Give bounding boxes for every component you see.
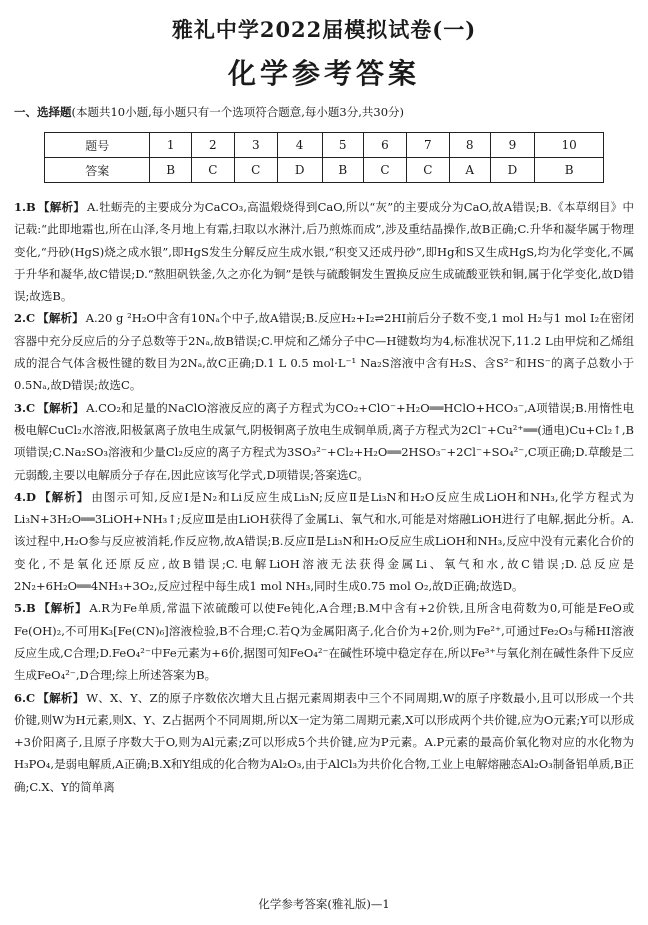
table-cell: 6: [363, 133, 406, 158]
table-row-numbers: [45, 133, 604, 158]
table-cell: C: [363, 158, 406, 183]
page-footer: 化学参考答案(雅礼版)—1: [258, 897, 390, 911]
table-cell: 5: [322, 133, 363, 158]
question-number: 5.B: [14, 601, 36, 616]
table-cell: 2: [191, 133, 234, 158]
answer-table: [44, 132, 604, 183]
table-row-answers: [45, 158, 604, 183]
table-cell: B: [322, 158, 363, 183]
table-cell: 9: [490, 133, 535, 158]
school-title: 雅礼中学2022届模拟试卷(一): [171, 17, 477, 42]
question-number: 6.C: [14, 690, 36, 705]
question-text: 由图示可知,反应Ⅰ是N₂和Li反应生成Li₃N;反应Ⅱ是Li₃N和H₂O反应生成LiOH和NH₃,化学方程式为Li₃N+3H₂O══3LiOH+NH₃↑;反应Ⅲ是由LiOH获得了金属Li、氧气和水,可能是对熔融LiOH进行了电解,据此分析。A.该过程中,H₂O参与反应被消耗,作反应物,故A错误;B.反应Ⅱ是Li₃N和H₂O反应生成LiOH和NH₃,反应中没有元素化合价的变化,不是氧化还原反应,故B错误;C.电解LiOH溶液无法获得金属Li、氧气和水,故C错误;D.总反应是2N₂+6H₂O══4NH₃+3O₂,反应过程中每生成1 mol NH₃,同时生成0.75 mol O₂,故D正确;故选D。: [14, 489, 634, 594]
analysis-tag: 【解析】: [37, 200, 85, 214]
table-cell: 1: [150, 133, 191, 158]
question-number: 4.D: [14, 489, 36, 504]
table-cell: B: [150, 158, 191, 183]
question-text: A.牡蛎壳的主要成分为CaCO₃,高温煅烧得到CaO,所以“灰”的主要成分为CaO,故A错误;B.《本草纲目》中记载:“此即地霜也,所在山泽,冬月地上有霜,扫取以水淋汁,后乃煎炼而成”,涉及重结晶操作,故B正确;C.升华和凝华属于物理变化,“丹砂(HgS)烧之成水银”,即HgS发生分解反应生成水银,“积变又还成丹砂”,即Hg和S又生成HgS,均为化学变化,不属于升华和凝华,故C错误;D.“熬胆矾铁釜,久之亦化为铜”是铁与硫酸铜发生置换反应生成硫酸亚铁和铜,属于化学变化,故D错误;故选B。: [14, 200, 635, 304]
table-cell: 4: [277, 133, 322, 158]
question-number: 1.B: [14, 200, 36, 214]
row-label: 题号: [45, 133, 150, 158]
row-label: 答案: [45, 158, 150, 183]
table-cell: 3: [234, 133, 277, 158]
table-cell: C: [406, 158, 449, 183]
analysis-tag: 【解析】: [37, 690, 85, 705]
table-cell: D: [490, 158, 535, 183]
section-heading: [14, 104, 404, 120]
question-text: A.R为Fe单质,常温下浓硫酸可以使Fe钝化,A合理;B.M中含有+2价铁,且所含电荷数为0,可能是FeO或Fe(OH)₂,不可用K₃[Fe(CN)₆]溶液检验,B不合理;C.若Q为金属阳离子,化合价为+2价,则为Fe²⁺,可通过Fe₂O₃与稀HI溶液反应生成,C合理;D.FeO₄²⁻中Fe元素为+6价,据图可知FeO₄²⁻在碱性环境中稳定存在,所以Fe³⁺与氧化剂在碱性条件下反应生成FeO₄²⁻,D合理;综上所述答案为B。: [14, 601, 635, 683]
analysis-tag: 【解析】: [37, 400, 85, 415]
analysis-tag: 【解析】: [37, 489, 90, 504]
table-cell: B: [535, 158, 604, 183]
question-6: [14, 687, 634, 798]
table-cell: 7: [406, 133, 449, 158]
solutions-body: [14, 196, 634, 798]
section-note: (本题共10小题,每小题只有一个选项符合题意,每小题3分,共30分): [71, 105, 405, 119]
table-cell: C: [234, 158, 277, 183]
page-title: 化学参考答案: [227, 57, 420, 90]
table-cell: 10: [535, 133, 604, 158]
question-number: 3.C: [14, 400, 36, 415]
question-4: [14, 486, 634, 597]
table-cell: C: [191, 158, 234, 183]
question-number: 2.C: [14, 311, 36, 326]
question-text: A.20 g ²H₂O中含有10Nₐ个中子,故A错误;B.反应H₂+I₂⇌2HI前后分子数不变,1 mol H₂与1 mol I₂在密闭容器中充分反应后的分子总数等于2Nₐ,故B错误;C.甲烷和乙烯分子中C—H键数均为4,标准状况下,11.2 L由甲烷和乙烯组成的混合气体含极性键的数目为2Nₐ,故C正确;D.1 L 0.5 mol·L⁻¹ Na₂S溶液中含有H₂S、含S²⁻和HS⁻的离子总数小于0.5Nₐ,故D错误;故选C。: [14, 311, 635, 393]
table-cell: A: [449, 158, 490, 183]
table-cell: D: [277, 158, 322, 183]
question-2: [14, 307, 634, 396]
table-cell: 8: [449, 133, 490, 158]
question-text: W、X、Y、Z的原子序数依次增大且占据元素周期表中三个不同周期,W的原子序数最小,且可以形成一个共价键,则W为H元素,则X、Y、Z占据两个不同周期,所以X一定为第二周期元素,X可以形成两个共价键,应为O元素;Y可以形成+3价阳离子,且原子序数大于O,则为Al元素;Z可以形成5个共价键,应为P元素。A.P元素的最高价氧化物对应的水化物为H₃PO₄,是弱电解质,A正确;B.X和Y组成的化合物为Al₂O₃,由于AlCl₃为共价化合物,工业上电解熔融态Al₂O₃制备铝单质,B正确;C.X、Y的简单离: [14, 690, 635, 794]
analysis-tag: 【解析】: [37, 311, 84, 326]
section-label: 一、选择题: [14, 105, 72, 119]
question-5: [14, 597, 634, 686]
question-text: A.CO₂和足量的NaClO溶液反应的离子方程式为CO₂+ClO⁻+H₂O══HClO+HCO₃⁻,A项错误;B.用惰性电极电解CuCl₂水溶液,阳极氯离子放电生成氯气,阴极铜离子放电生成铜单质,离子方程式为2Cl⁻+Cu²⁺══(通电)Cu+Cl₂↑,B项错误;C.Na₂SO₃溶液和少量Cl₂反应的离子方程式为3SO₃²⁻+Cl₂+H₂O══2HSO₃⁻+2Cl⁻+SO₄²⁻,C项正确;D.草酸是二元弱酸,主要以电解质分子存在,因此应该写化学式,D项错误;答案选C。: [14, 400, 634, 482]
question-1: [14, 196, 634, 307]
question-3: [14, 397, 634, 486]
analysis-tag: 【解析】: [37, 601, 88, 616]
